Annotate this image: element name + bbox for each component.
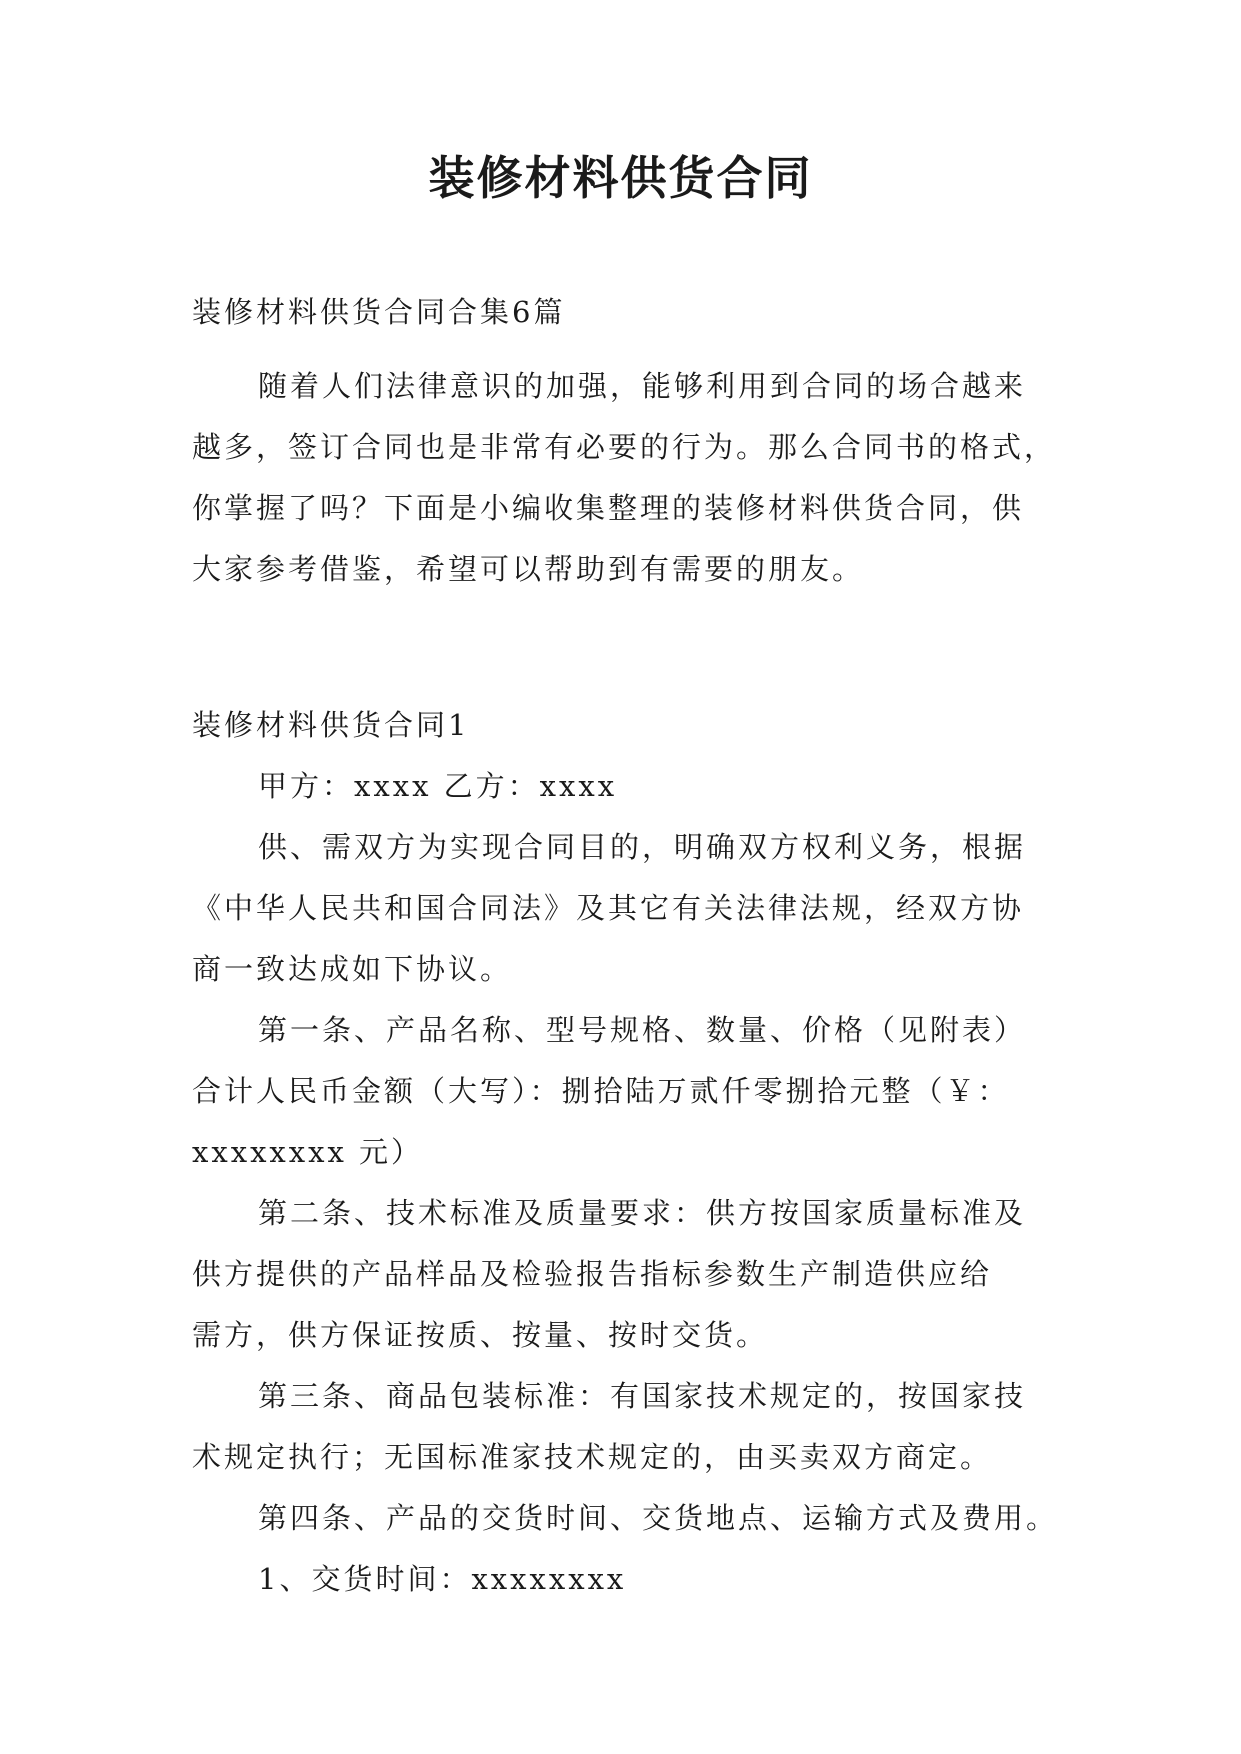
body-line: 1、交货时间：xxxxxxxx [258,1562,627,1596]
document-subtitle: 装修材料供货合同合集6篇 [192,295,566,329]
body-line: 甲方：xxxx 乙方：xxxx [258,769,618,803]
intro-line: 你掌握了吗？下面是小编收集整理的装修材料供货合同，供 [192,491,1025,525]
section-heading: 装修材料供货合同1 [192,708,470,742]
body-line: 第一条、产品名称、型号规格、数量、价格（见附表） [258,1013,1027,1047]
body-line: 商一致达成如下协议。 [192,952,513,986]
body-line: 供、需双方为实现合同目的，明确双方权利义务，根据 [258,830,1027,864]
body-line: 《中华人民共和国合同法》及其它有关法律法规，经双方协 [192,891,1025,925]
body-line: 供方提供的产品样品及检验报告指标参数生产制造供应给 [192,1257,993,1291]
intro-line: 越多，签订合同也是非常有必要的行为。那么合同书的格式， [192,430,1057,464]
body-line: 合计人民币金额（大写）：捌拾陆万贰仟零捌拾元整（￥： [192,1074,1010,1108]
body-line: xxxxxxxx 元） [192,1135,424,1169]
intro-paragraph [192,356,1057,600]
body-line: 第三条、商品包装标准：有国家技术规定的，按国家技 [258,1379,1027,1413]
body-line: 需方，供方保证按质、按量、按时交货。 [192,1318,769,1352]
body-line: 第二条、技术标准及质量要求：供方按国家质量标准及 [258,1196,1027,1230]
body-line: 术规定执行；无国标准家技术规定的，由买卖双方商定。 [192,1440,993,1474]
document-title: 装修材料供货合同 [428,151,813,205]
intro-line: 大家参考借鉴，希望可以帮助到有需要的朋友。 [192,552,865,586]
body-line: 第四条、产品的交货时间、交货地点、运输方式及费用。 [258,1501,1059,1535]
contract-section [192,695,1059,1610]
intro-line: 随着人们法律意识的加强，能够利用到合同的场合越来 [258,369,1027,403]
